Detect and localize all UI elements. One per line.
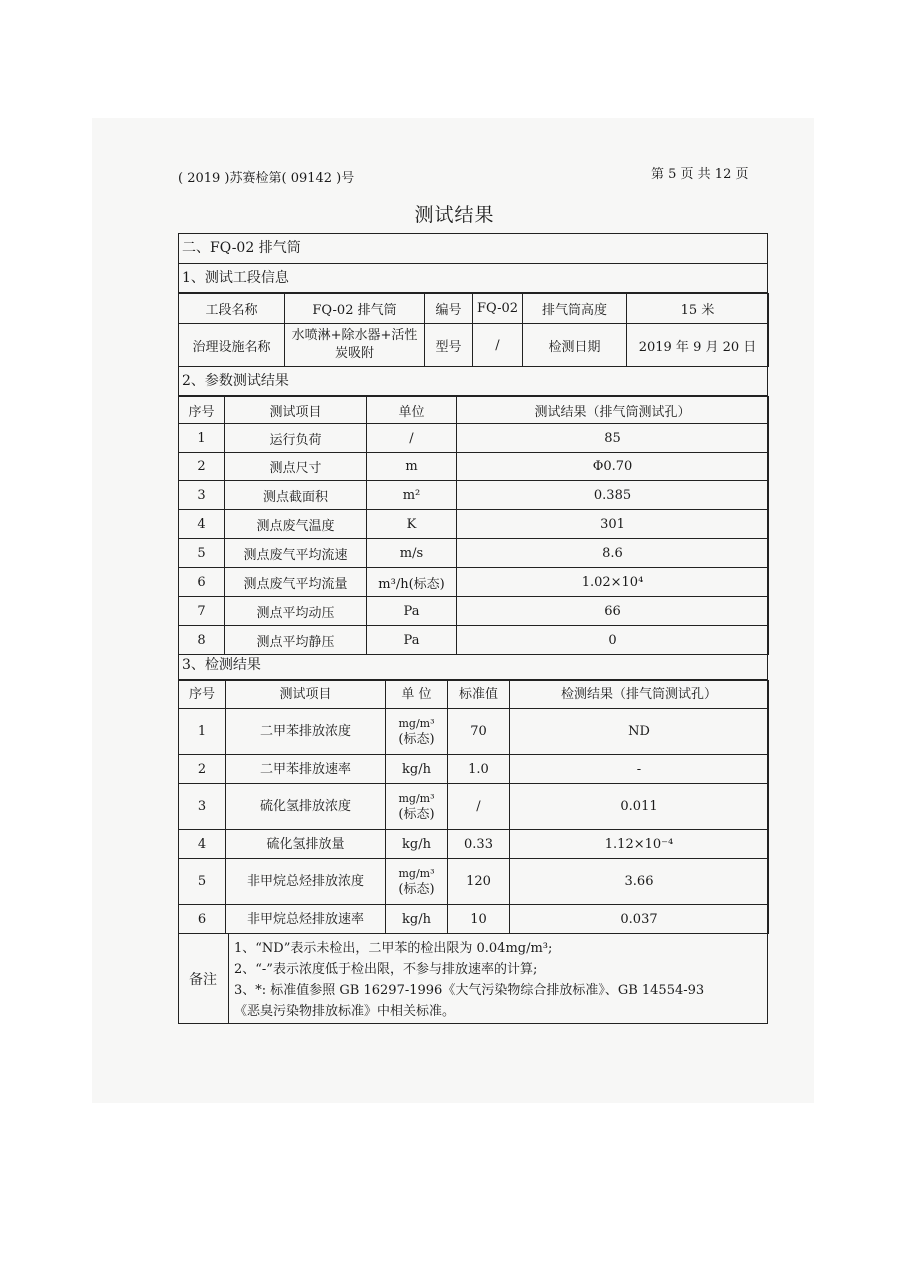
- unit-note: (标态): [398, 731, 435, 747]
- info-value: FQ-02: [473, 294, 523, 324]
- test-item: 非甲烷总烃排放浓度: [226, 859, 386, 905]
- info-label: 排气筒高度: [523, 294, 627, 324]
- standard-value: 120: [448, 859, 510, 905]
- unit: [386, 784, 448, 830]
- parameter-row: [179, 568, 769, 597]
- unit-note: (标态): [398, 806, 435, 822]
- header-cell: 测试项目: [225, 397, 367, 424]
- unit: K: [367, 510, 457, 539]
- report-number: ( 2019 )苏赛检第( 09142 )号: [178, 171, 355, 186]
- parameter-row: [179, 597, 769, 626]
- header-cell: 序号: [179, 397, 225, 424]
- parameter-row: [179, 510, 769, 539]
- test-item: 测点废气平均流速: [225, 539, 367, 568]
- result-value: -: [510, 755, 769, 784]
- unit: [386, 709, 448, 755]
- header-cell: 测试结果（排气筒测试孔）: [457, 397, 769, 424]
- result-value: ND: [510, 709, 769, 755]
- test-item: 硫化氢排放浓度: [226, 784, 386, 830]
- result-value: 0.385: [457, 481, 769, 510]
- test-item: 测点平均静压: [225, 626, 367, 655]
- test-item: 测点废气平均流量: [225, 568, 367, 597]
- unit-note: (标态): [398, 881, 435, 897]
- remark-line: 3、*: 标准值参照 GB 16297-1996《大气污染物综合排放标准》、GB 14554-93: [234, 983, 705, 998]
- row-number: 3: [179, 784, 226, 830]
- test-item: 测点截面积: [225, 481, 367, 510]
- header-cell: 单位: [367, 397, 457, 424]
- header-cell: 检测结果（排气筒测试孔）: [510, 681, 769, 709]
- unit-main: mg/m³: [398, 716, 435, 730]
- row-number: 5: [179, 859, 226, 905]
- info-value: 15 米: [627, 294, 769, 324]
- detection-row: [179, 709, 769, 755]
- detection-row: [179, 859, 769, 905]
- detection-header-row: [179, 681, 769, 709]
- test-item: 二甲苯排放浓度: [226, 709, 386, 755]
- remarks-label: 备注: [178, 934, 229, 1024]
- row-number: 1: [179, 709, 226, 755]
- row-number: 6: [179, 905, 226, 934]
- unit: Pa: [367, 597, 457, 626]
- unit: m/s: [367, 539, 457, 568]
- info-value: 水喷淋+除水器+活性炭吸附: [285, 324, 425, 367]
- detection-row: [179, 784, 769, 830]
- result-value: 3.66: [510, 859, 769, 905]
- row-number: 2: [179, 453, 225, 481]
- sub1-title: 1、测试工段信息: [178, 264, 768, 293]
- unit: [386, 859, 448, 905]
- result-value: Φ0.70: [457, 453, 769, 481]
- header-cell: 序号: [179, 681, 226, 709]
- info-value: FQ-02 排气筒: [285, 294, 425, 324]
- detection-row: [179, 755, 769, 784]
- unit-main: mg/m³: [398, 866, 435, 880]
- standard-value: 10: [448, 905, 510, 934]
- info-label: 治理设施名称: [179, 324, 285, 367]
- parameter-row: [179, 481, 769, 510]
- result-value: 0.011: [510, 784, 769, 830]
- standard-value: 0.33: [448, 830, 510, 859]
- test-item: 测点平均动压: [225, 597, 367, 626]
- remarks-block: [178, 933, 768, 1024]
- info-label: 编号: [425, 294, 473, 324]
- row-number: 5: [179, 539, 225, 568]
- remark-line: 2、“-”表示浓度低于检出限，不参与排放速率的计算;: [234, 962, 538, 977]
- parameter-header-row: [179, 397, 769, 424]
- result-value: 66: [457, 597, 769, 626]
- info-label: 工段名称: [179, 294, 285, 324]
- info-label: 检测日期: [523, 324, 627, 367]
- row-number: 4: [179, 510, 225, 539]
- info-value: /: [473, 324, 523, 367]
- standard-value: 70: [448, 709, 510, 755]
- info-row: [179, 324, 769, 367]
- header-cell: 单 位: [386, 681, 448, 709]
- sub2-title: 2、参数测试结果: [178, 366, 768, 396]
- unit: kg/h: [386, 905, 448, 934]
- sub3-title: 3、检测结果: [178, 651, 768, 680]
- remark-line: 1、“ND”表示未检出，二甲苯的检出限为 0.04mg/m³;: [234, 941, 553, 956]
- test-item: 非甲烷总烃排放速率: [226, 905, 386, 934]
- unit: m³/h(标态): [367, 568, 457, 597]
- remarks-lines: [234, 938, 764, 1022]
- unit: kg/h: [386, 830, 448, 859]
- test-item: 测点尺寸: [225, 453, 367, 481]
- page-info: 第 5 页 共 12 页: [651, 167, 749, 182]
- result-value: 1.02×10⁴: [457, 568, 769, 597]
- row-number: 4: [179, 830, 226, 859]
- header-cell: 标准值: [448, 681, 510, 709]
- unit: m: [367, 453, 457, 481]
- row-number: 2: [179, 755, 226, 784]
- test-item: 硫化氢排放量: [226, 830, 386, 859]
- result-value: 1.12×10⁻⁴: [510, 830, 769, 859]
- standard-value: 1.0: [448, 755, 510, 784]
- page-title: 测试结果: [414, 204, 495, 226]
- row-number: 7: [179, 597, 225, 626]
- remark-line: 《恶臭污染物排放标准》中相关标准。: [234, 1004, 456, 1019]
- parameter-row: [179, 453, 769, 481]
- row-number: 1: [179, 424, 225, 453]
- test-item: 二甲苯排放速率: [226, 755, 386, 784]
- row-number: 6: [179, 568, 225, 597]
- unit: Pa: [367, 626, 457, 655]
- header-cell: 测试项目: [226, 681, 386, 709]
- result-value: 0: [457, 626, 769, 655]
- section-title: 二、FQ-02 排气筒: [178, 233, 768, 264]
- result-value: 301: [457, 510, 769, 539]
- standard-value: /: [448, 784, 510, 830]
- parameter-row: [179, 539, 769, 568]
- info-label: 型号: [425, 324, 473, 367]
- info-row: [179, 294, 769, 324]
- detection-result-table: [178, 680, 769, 934]
- row-number: 8: [179, 626, 225, 655]
- unit: kg/h: [386, 755, 448, 784]
- result-value: 85: [457, 424, 769, 453]
- unit-main: mg/m³: [398, 791, 435, 805]
- row-number: 3: [179, 481, 225, 510]
- unit: m²: [367, 481, 457, 510]
- test-item: 运行负荷: [225, 424, 367, 453]
- work-section-info-table: [178, 293, 769, 367]
- unit: /: [367, 424, 457, 453]
- result-value: 8.6: [457, 539, 769, 568]
- info-value: 2019 年 9 月 20 日: [627, 324, 769, 367]
- test-item: 测点废气温度: [225, 510, 367, 539]
- parameter-table: [178, 396, 769, 655]
- result-value: 0.037: [510, 905, 769, 934]
- detection-row: [179, 905, 769, 934]
- parameter-row: [179, 424, 769, 453]
- detection-row: [179, 830, 769, 859]
